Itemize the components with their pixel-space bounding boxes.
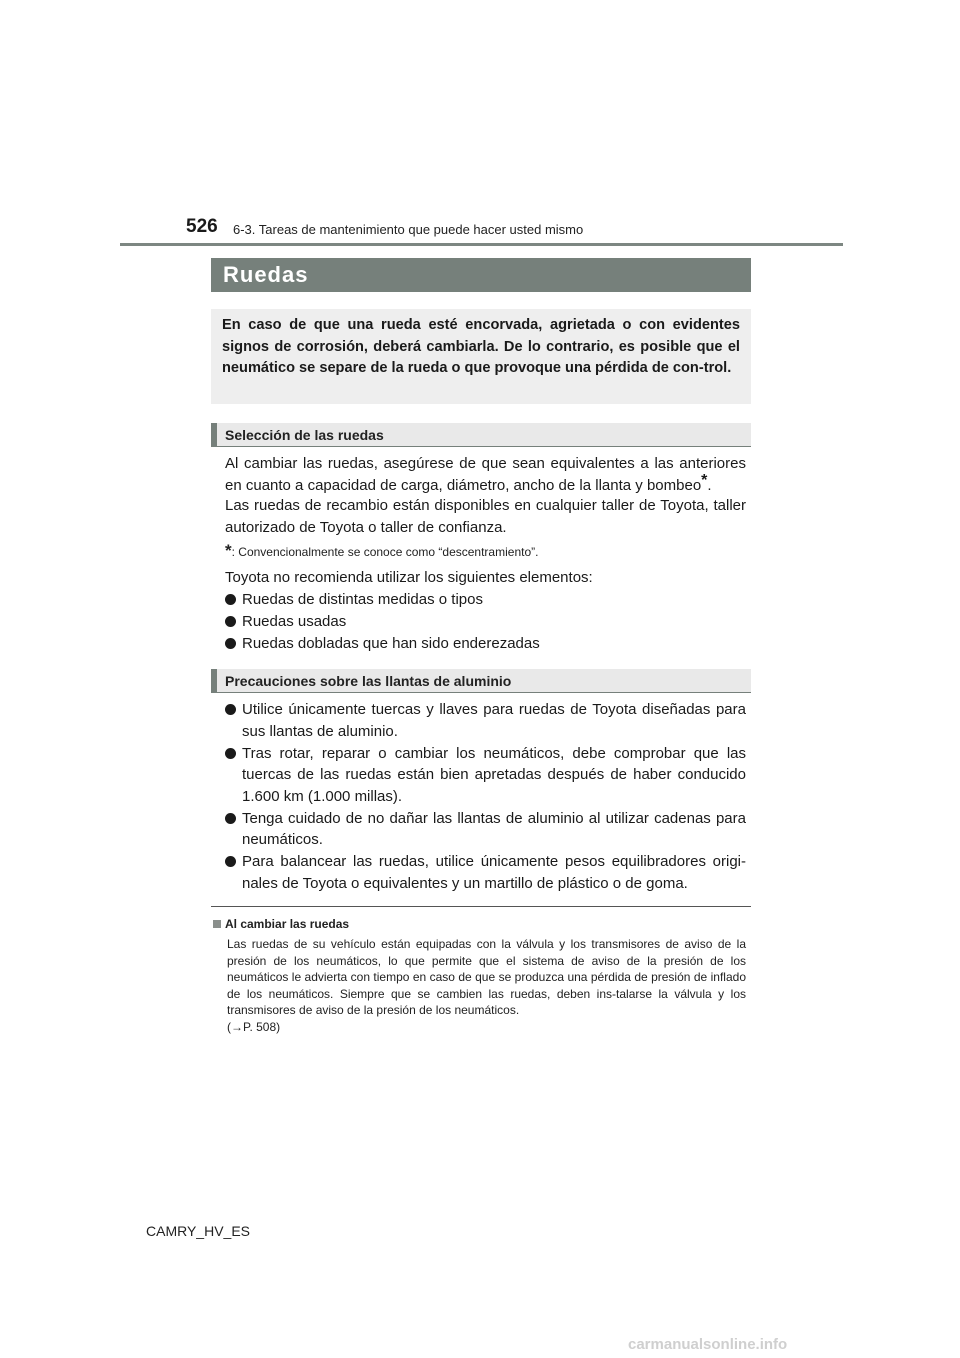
intro-text: En caso de que una rueda esté encorvada, agrietada o con evidentes signos de corrosión, deberá cambiarla. De lo contrario, es posible que el neumático se separe de la rueda o que provoque una pérdida de con-trol.: [222, 317, 740, 376]
aluminum-bullet-list: [225, 699, 746, 894]
selection-bullet-list: [225, 589, 746, 655]
model-code: CAMRY_HV_ES: [146, 1223, 251, 1239]
note-title: [213, 917, 349, 931]
selection-para-1-text: Al cambiar las ruedas, asegúrese de que sean equivalentes a las anteriores en cuanto a capacidad de carga, diámetro, ancho de la llanta y bombeo: [225, 455, 746, 494]
subhead-selection: Selección de las ruedas: [211, 423, 751, 447]
header-rule: [120, 243, 843, 246]
bullet-icon: [225, 813, 236, 824]
list-item: Tras rotar, reparar o cambiar los neumáticos, debe comprobar que las tuercas de las ruedas están bien apretadas después de haber conducido 1.600 km (1.000 millas).: [225, 743, 746, 808]
square-bullet-icon: [213, 920, 221, 928]
selection-para-1: [225, 453, 746, 496]
footnote-marker: *: [701, 471, 708, 489]
note-text: Las ruedas de su vehículo están equipadas con la válvula y los transmisores de aviso de la presión de los neumáticos, lo que permite que el sistema de aviso de la presión de los neumáticos le advierta con tiempo en caso de que se produzca una pérdida de presión de inflado de los neumáticos. Siempre que se cambien las ruedas, deben ins-talarse la válvula y los transmisores de aviso de la presión de los neumáticos.: [227, 937, 746, 1018]
bullet-icon: [225, 748, 236, 759]
page-reference: (→P. 508): [227, 1019, 281, 1034]
list-item: Tenga cuidado de no dañar las llantas de aluminio al utilizar cadenas para neumáticos.: [225, 808, 746, 851]
bullet-icon: [225, 856, 236, 867]
bullet-icon: [225, 616, 236, 627]
footnote: [225, 541, 746, 561]
footnote-star: *: [225, 541, 232, 560]
page-title: Ruedas: [211, 258, 751, 292]
list-item: Ruedas usadas: [225, 611, 746, 633]
page-number: 526: [186, 216, 218, 237]
bullet-icon: [225, 594, 236, 605]
subhead-aluminum: Precauciones sobre las llantas de aluminio: [211, 669, 751, 693]
list-item: Ruedas dobladas que han sido enderezadas: [225, 633, 746, 655]
footnote-text: : Convencionalmente se conoce como “descentramiento”.: [231, 545, 539, 559]
selection-para-3: Toyota no recomienda utilizar los siguientes elementos:: [225, 569, 593, 586]
section-label: 6-3. Tareas de mantenimiento que puede hacer usted mismo: [233, 222, 584, 237]
intro-box: [211, 309, 751, 404]
bullet-icon: [225, 704, 236, 715]
note-title-text: Al cambiar las ruedas: [225, 917, 350, 931]
list-item: Utilice únicamente tuercas y llaves para ruedas de Toyota diseñadas para sus llantas de aluminio.: [225, 699, 746, 742]
note-body: [227, 936, 746, 1036]
selection-para-2: Las ruedas de recambio están disponibles en cualquier taller de Toyota, taller autorizado de Toyota o taller de confianza.: [225, 497, 746, 536]
bullet-icon: [225, 638, 236, 649]
list-item: Ruedas de distintas medidas o tipos: [225, 589, 746, 611]
watermark: carmanualsonline.info: [628, 1336, 788, 1353]
note-divider: [211, 906, 751, 907]
list-item: Para balancear las ruedas, utilice únicamente pesos equilibradores origi-nales de Toyota o equivalentes y un martillo de plástico o de goma.: [225, 851, 746, 894]
selection-para-1-end: .: [707, 476, 712, 494]
